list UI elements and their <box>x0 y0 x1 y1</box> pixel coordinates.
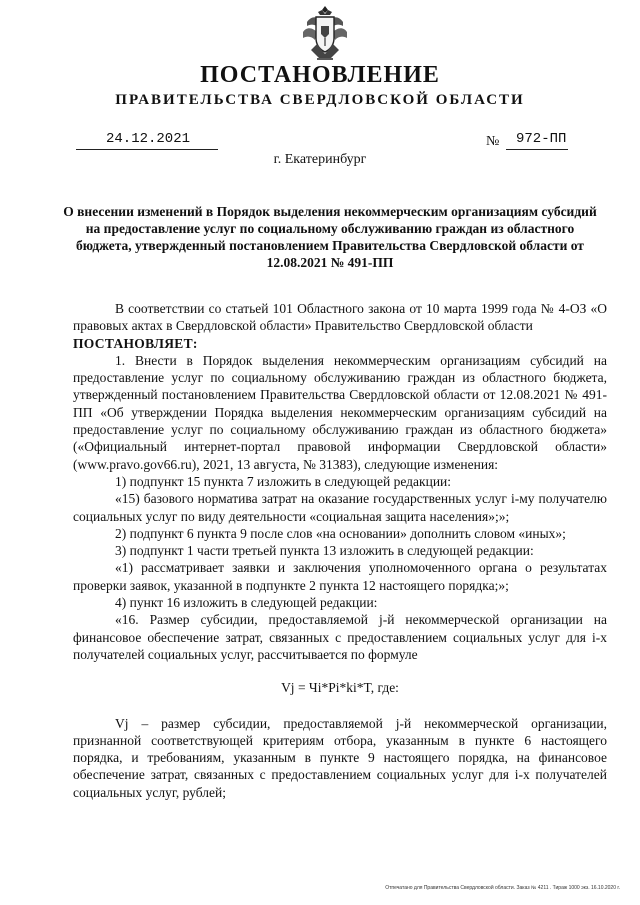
body-paragraph: «1) рассматривает заявки и заключения уполномоченного органа о результатах проверки заявок, указанной в подпункте 2 пункта 12 настоящего порядка;»; <box>73 560 607 593</box>
formula: Vj = Чi*Pi*ki*T, где: <box>281 680 399 696</box>
body-paragraph: 1) подпункт 15 пункта 7 изложить в следующей редакции: <box>115 473 452 489</box>
body-paragraph: 2) подпункт 6 пункта 9 после слов «на основании» дополнить словом «иных»; <box>115 525 566 541</box>
coat-of-arms-icon <box>301 4 349 62</box>
number-sign: № <box>486 134 500 149</box>
body-paragraph: 1. Внести в Порядок выделения некоммерческим организациям субсидий на предоставление услуг по социальному обслуживанию граждан из областного бюджета, утвержденный постановлением Правительства Свердловской области от 12.08.2021 № 491-ПП «Об утверждении Порядка выделения некоммерческим организациям субсидий на предоставление услуг по социальному обслуживанию граждан из областного бюджета» («Официальный интернет-портал правовой информации Свердловской области» (www.pravo.gov66.ru), 2021, 13 августа, № 31383), следующие изменения: <box>73 352 607 472</box>
document-title: О внесении изменений в Порядок выделения некоммерческим организациям субсидий на предоставление услуг по социальному обслуживанию граждан из областного бюджета, утвержденный постановлением Правительства Свердловской области от 12.08.2021 № 491-ПП <box>63 204 597 270</box>
body-paragraph: 4) пункт 16 изложить в следующей редакции: <box>115 595 378 611</box>
document-number: 972-ПП <box>516 131 567 147</box>
body-paragraph: «16. Размер субсидии, предоставляемой j-й некоммерческой организации на финансовое обеспечение затрат, связанных с предоставлением социальных услуг для i-х получателей социальных услуг, рассчитывается по формуле <box>73 612 607 662</box>
number-underline <box>506 149 568 150</box>
body-paragraph: В соответствии со статьей 101 Областного закона от 10 марта 1999 года № 4-ОЗ «О правовых актах в Свердловской области» Правительство Свердловской области <box>73 301 607 334</box>
body-paragraph: «15) базового норматива затрат на оказание государственных услуг i-му получателю социальных услуг по виду деятельности «социальная защита населения»;»; <box>73 491 607 524</box>
date-underline <box>76 149 218 150</box>
issuing-authority-heading: ПРАВИТЕЛЬСТВА СВЕРДЛОВСКОЙ ОБЛАСТИ <box>115 92 525 108</box>
body-paragraph: Vj – размер субсидии, предоставляемой j-й некоммерческой организации, признанной соответствующей критериям отбора, указанным в пункте 6 настоящего порядка, и требованиям, указанным в пункте 9 настоящего порядка, на финансовое обеспечение затрат, связанных с предоставлением социальных услуг для i-х получателей социальных услуг, рублей; <box>73 715 607 800</box>
print-footer: Отпечатано для Правительства Свердловской области. Заказ № 4211 . Тираж 1000 экз. 16.10.2020 г. <box>385 885 620 891</box>
document-type-heading: ПОСТАНОВЛЕНИЕ <box>200 62 440 88</box>
resolution-keyword: ПОСТАНОВЛЯЕТ: <box>73 335 198 351</box>
city-line: г. Екатеринбург <box>273 152 367 167</box>
document-body <box>73 300 607 801</box>
body-paragraph: 3) подпункт 1 части третьей пункта 13 изложить в следующей редакции: <box>115 543 534 559</box>
document-date: 24.12.2021 <box>106 131 191 147</box>
